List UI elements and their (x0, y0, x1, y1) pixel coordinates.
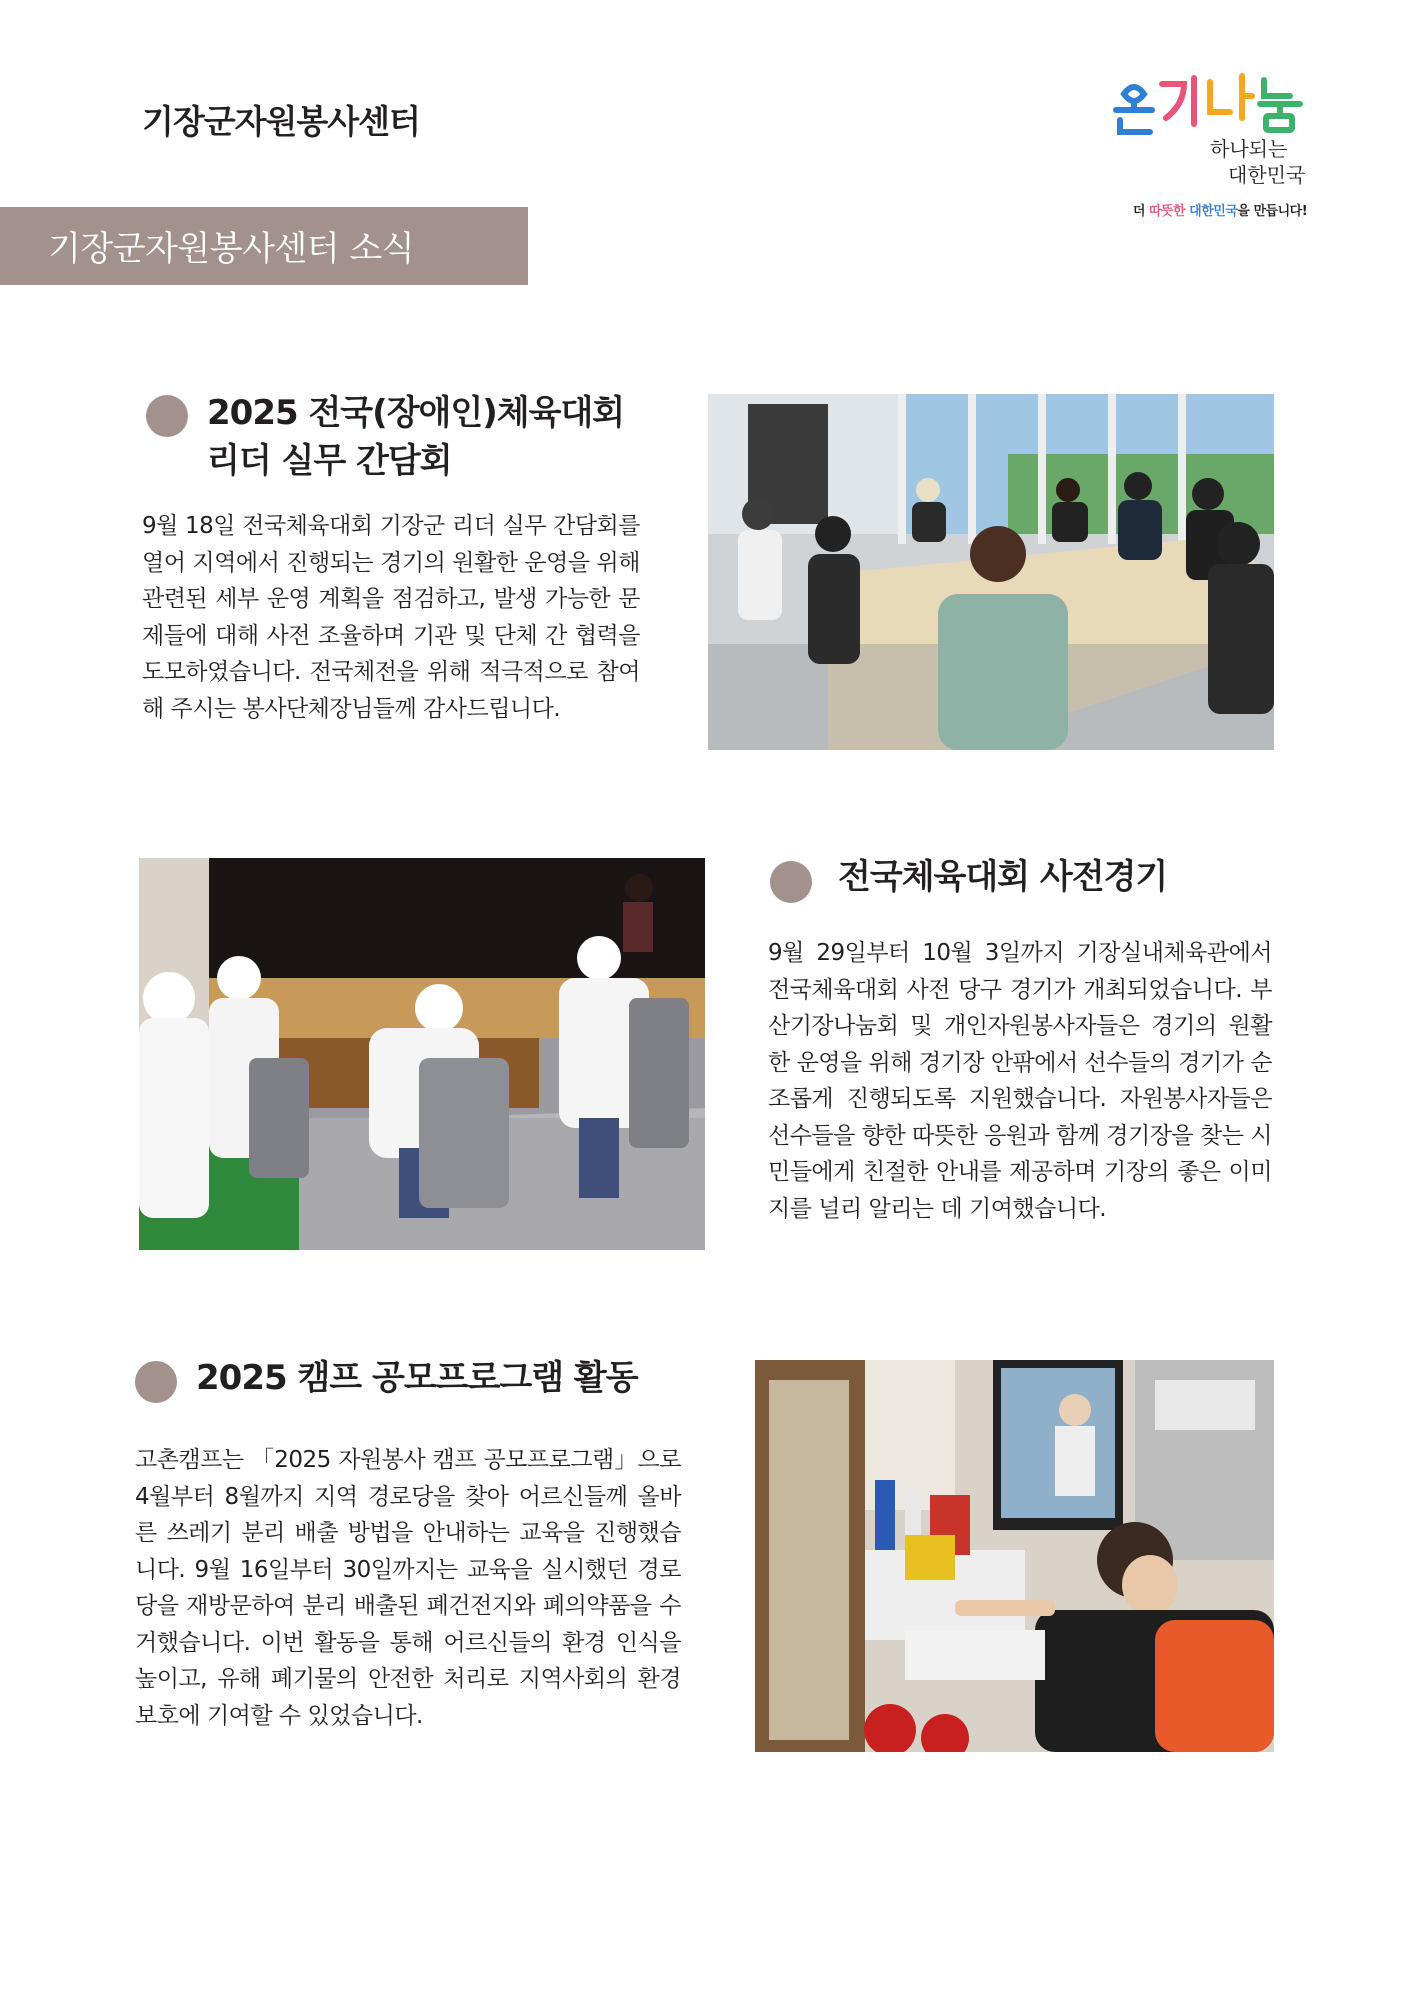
volunteers-photo (139, 858, 705, 1250)
section-banner (0, 207, 528, 285)
article-1-body: 9월 18일 전국체육대회 기장군 리더 실무 간담회를 열어 지역에서 진행되는 경기의 원활한 운영을 위해 관련된 세부 운영 계획을 점검하고, 발생 가능한 문제들에 대해 사전 조율하며 기관 및 단체 간 협력을 도모하였습니다. 전국체전을 위해 적극적으로 참여해 주시는 봉사단체장님들께 감사드립니다. (142, 513, 640, 722)
campaign-logo (1110, 72, 1330, 222)
logo-tagline: 더 따뜻한 대한민국을 만듭니다! (1132, 204, 1308, 219)
collection-photo (755, 1360, 1274, 1752)
bullet-dot (135, 1361, 177, 1403)
article-3-body: 고촌캠프는 「2025 자원봉사 캠프 공모프로그램」으로 4월부터 8월까지 지역 경로당을 찾아 어르신들께 올바른 쓰레기 분리 배출 방법을 안내하는 교육을 진행했습니다. 9월 16일부터 30일까지는 교육을 실시했던 경로당을 재방문하여 분리 배출된 폐건전지와 폐의약품을 수거했습니다. 이번 활동을 통해 어르신들의 환경 인식을 높이고, 유해 폐기물의 안전한 처리로 지역사회의 환경보호에 기여할 수 있었습니다. (135, 1447, 681, 1729)
meeting-photo (708, 394, 1274, 750)
banner-title: 기장군자원봉사센터 소식 (48, 229, 415, 269)
logo-graphic (1110, 72, 1330, 192)
bullet-dot (770, 861, 812, 903)
article-2-heading: 전국체육대회 사전경기 (838, 857, 1168, 897)
article-3-heading: 2025 캠프 공모프로그램 활동 (196, 1358, 638, 1398)
svg-text:하나되는: 하나되는 (1210, 137, 1288, 161)
article-2-body: 9월 29일부터 10월 3일까지 기장실내체육관에서 전국체육대회 사전 당구 경기가 개최되었습니다. 부산기장나눔회 및 개인자원봉사자들은 경기의 원활한 운영을 위해 경기장 안팎에서 선수들의 경기가 순조롭게 진행되도록 지원했습니다. 자원봉사자들은 선수들을 향한 따뜻한 응원과 함께 경기장을 찾는 시민들에게 친절한 안내를 제공하며 기장의 좋은 이미지를 널리 알리는 데 기여했습니다. (768, 940, 1272, 1222)
svg-text:대한민국: 대한민국 (1228, 163, 1306, 187)
bullet-dot (146, 395, 188, 437)
article-1-heading: 2025 전국(장애인)체육대회 리더 실무 간담회 (207, 393, 625, 481)
organization-name: 기장군자원봉사센터 (142, 102, 420, 141)
